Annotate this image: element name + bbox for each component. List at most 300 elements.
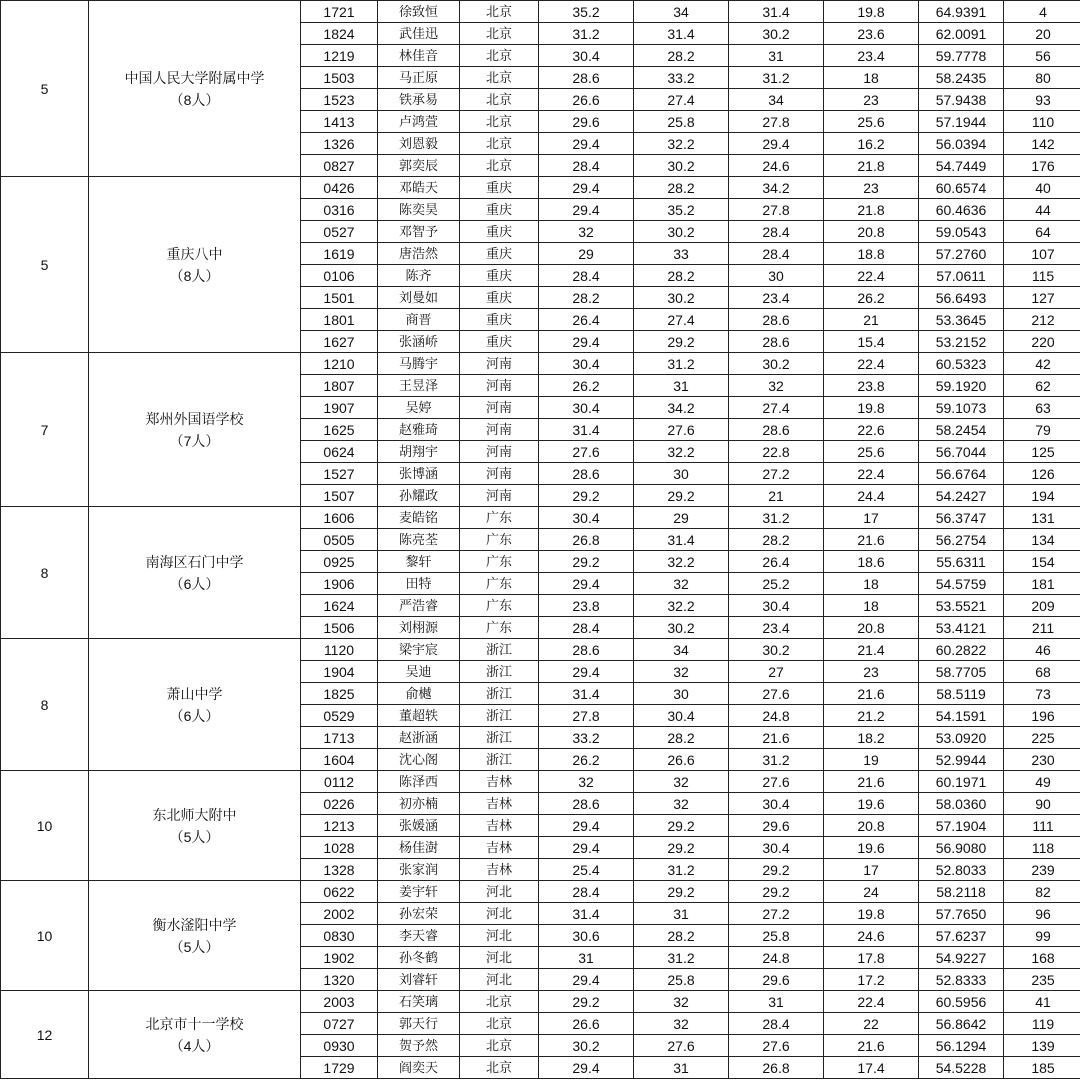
overall-rank: 196 — [1004, 705, 1080, 727]
score-4: 22.6 — [824, 419, 919, 441]
total-score: 54.9227 — [919, 947, 1004, 969]
total-score: 54.5228 — [919, 1057, 1004, 1079]
score-4: 21.6 — [824, 529, 919, 551]
total-score: 58.0360 — [919, 793, 1004, 815]
score-3: 30.4 — [729, 793, 824, 815]
score-4: 23.6 — [824, 23, 919, 45]
score-2: 28.2 — [634, 727, 729, 749]
score-4: 18 — [824, 67, 919, 89]
student-id: 1906 — [301, 573, 378, 595]
score-2: 32 — [634, 1013, 729, 1035]
score-2: 26.6 — [634, 749, 729, 771]
score-2: 28.2 — [634, 925, 729, 947]
score-2: 31.2 — [634, 353, 729, 375]
score-1: 26.8 — [539, 529, 634, 551]
total-score: 59.0543 — [919, 221, 1004, 243]
score-1: 23.8 — [539, 595, 634, 617]
total-score: 56.0394 — [919, 133, 1004, 155]
student-name: 陈齐 — [378, 265, 460, 287]
score-2: 29.2 — [634, 881, 729, 903]
score-4: 17 — [824, 507, 919, 529]
score-3: 27.6 — [729, 683, 824, 705]
score-1: 29.2 — [539, 485, 634, 507]
score-3: 28.6 — [729, 309, 824, 331]
student-id: 1507 — [301, 485, 378, 507]
student-id: 1506 — [301, 617, 378, 639]
score-3: 34 — [729, 89, 824, 111]
student-id: 1028 — [301, 837, 378, 859]
score-4: 25.6 — [824, 111, 919, 133]
score-4: 22 — [824, 1013, 919, 1035]
score-3: 27.8 — [729, 199, 824, 221]
score-1: 32 — [539, 771, 634, 793]
total-score: 60.4636 — [919, 199, 1004, 221]
overall-rank: 185 — [1004, 1057, 1080, 1079]
overall-rank: 176 — [1004, 155, 1080, 177]
total-score: 59.1920 — [919, 375, 1004, 397]
total-score: 55.6311 — [919, 551, 1004, 573]
score-2: 32.2 — [634, 551, 729, 573]
province: 重庆 — [460, 287, 539, 309]
score-2: 32 — [634, 661, 729, 683]
total-score: 57.6237 — [919, 925, 1004, 947]
score-3: 34.2 — [729, 177, 824, 199]
score-1: 26.6 — [539, 1013, 634, 1035]
table-row — [1, 881, 1080, 903]
score-4: 21.6 — [824, 771, 919, 793]
total-score: 54.2427 — [919, 485, 1004, 507]
total-score: 58.2454 — [919, 419, 1004, 441]
score-2: 33.2 — [634, 67, 729, 89]
overall-rank: 225 — [1004, 727, 1080, 749]
score-2: 30.2 — [634, 221, 729, 243]
score-4: 19.8 — [824, 1, 919, 23]
student-id: 0426 — [301, 177, 378, 199]
score-3: 23.4 — [729, 287, 824, 309]
score-2: 31 — [634, 903, 729, 925]
student-id: 0112 — [301, 771, 378, 793]
score-4: 18.6 — [824, 551, 919, 573]
overall-rank: 127 — [1004, 287, 1080, 309]
score-1: 28.6 — [539, 67, 634, 89]
score-3: 24.8 — [729, 705, 824, 727]
province: 河北 — [460, 925, 539, 947]
score-2: 29.2 — [634, 815, 729, 837]
total-score: 57.1904 — [919, 815, 1004, 837]
school-rank: 7 — [1, 353, 89, 507]
score-2: 31.2 — [634, 947, 729, 969]
overall-rank: 56 — [1004, 45, 1080, 67]
student-name: 胡翔宇 — [378, 441, 460, 463]
student-name: 林佳音 — [378, 45, 460, 67]
province: 河南 — [460, 397, 539, 419]
ranking-table-body — [1, 1, 1080, 1079]
score-1: 35.2 — [539, 1, 634, 23]
overall-rank: 80 — [1004, 67, 1080, 89]
student-name: 石笑璃 — [378, 991, 460, 1013]
province: 浙江 — [460, 639, 539, 661]
school-cell — [89, 639, 301, 771]
score-2: 32 — [634, 573, 729, 595]
score-1: 28.4 — [539, 265, 634, 287]
score-3: 24.6 — [729, 155, 824, 177]
score-3: 31.4 — [729, 1, 824, 23]
student-name: 孙宏荣 — [378, 903, 460, 925]
score-2: 31.4 — [634, 529, 729, 551]
score-4: 18 — [824, 595, 919, 617]
score-1: 29.4 — [539, 815, 634, 837]
total-score: 58.7705 — [919, 661, 1004, 683]
school-student-count: （6人） — [169, 707, 220, 724]
score-2: 27.4 — [634, 89, 729, 111]
score-4: 24.6 — [824, 925, 919, 947]
overall-rank: 230 — [1004, 749, 1080, 771]
table-row — [1, 771, 1080, 793]
province: 北京 — [460, 1057, 539, 1079]
province: 浙江 — [460, 661, 539, 683]
student-name: 徐致恒 — [378, 1, 460, 23]
table-row — [1, 507, 1080, 529]
school-student-count: （5人） — [169, 938, 220, 955]
score-3: 26.8 — [729, 1057, 824, 1079]
score-2: 29.2 — [634, 837, 729, 859]
student-name: 赵雅琦 — [378, 419, 460, 441]
student-name: 田特 — [378, 573, 460, 595]
score-4: 19 — [824, 749, 919, 771]
overall-rank: 235 — [1004, 969, 1080, 991]
score-2: 30 — [634, 463, 729, 485]
score-3: 29.4 — [729, 133, 824, 155]
score-1: 29.4 — [539, 133, 634, 155]
score-3: 30.2 — [729, 23, 824, 45]
overall-rank: 126 — [1004, 463, 1080, 485]
province: 浙江 — [460, 727, 539, 749]
province: 河南 — [460, 441, 539, 463]
score-1: 29.2 — [539, 991, 634, 1013]
overall-rank: 64 — [1004, 221, 1080, 243]
school-name: 衡水滏阳中学 — [152, 916, 237, 933]
school-cell — [89, 881, 301, 991]
student-name: 商晋 — [378, 309, 460, 331]
score-2: 28.2 — [634, 265, 729, 287]
score-1: 31.4 — [539, 903, 634, 925]
overall-rank: 40 — [1004, 177, 1080, 199]
student-id: 1501 — [301, 287, 378, 309]
student-name: 孙冬鹤 — [378, 947, 460, 969]
overall-rank: 90 — [1004, 793, 1080, 815]
total-score: 60.5323 — [919, 353, 1004, 375]
student-name: 张媛涵 — [378, 815, 460, 837]
score-2: 31.2 — [634, 859, 729, 881]
total-score: 57.1944 — [919, 111, 1004, 133]
score-1: 29.4 — [539, 199, 634, 221]
province: 吉林 — [460, 859, 539, 881]
score-3: 27.8 — [729, 111, 824, 133]
province: 浙江 — [460, 705, 539, 727]
score-1: 33.2 — [539, 727, 634, 749]
score-3: 31 — [729, 991, 824, 1013]
student-id: 1503 — [301, 67, 378, 89]
score-3: 31.2 — [729, 507, 824, 529]
score-1: 28.6 — [539, 639, 634, 661]
score-3: 22.8 — [729, 441, 824, 463]
score-2: 27.4 — [634, 309, 729, 331]
student-name: 陈亮荃 — [378, 529, 460, 551]
province: 北京 — [460, 155, 539, 177]
school-name: 南海区石门中学 — [145, 553, 244, 570]
table-row — [1, 639, 1080, 661]
total-score: 60.1971 — [919, 771, 1004, 793]
overall-rank: 46 — [1004, 639, 1080, 661]
score-1: 29.4 — [539, 661, 634, 683]
score-1: 28.6 — [539, 463, 634, 485]
school-cell — [89, 1, 301, 177]
score-1: 31 — [539, 947, 634, 969]
score-4: 24.4 — [824, 485, 919, 507]
score-4: 16.2 — [824, 133, 919, 155]
student-name: 陈泽西 — [378, 771, 460, 793]
total-score: 54.5759 — [919, 573, 1004, 595]
table-row — [1, 177, 1080, 199]
student-id: 0106 — [301, 265, 378, 287]
score-3: 30.4 — [729, 837, 824, 859]
student-name: 董超轶 — [378, 705, 460, 727]
province: 重庆 — [460, 221, 539, 243]
score-3: 28.4 — [729, 243, 824, 265]
score-3: 30 — [729, 265, 824, 287]
province: 吉林 — [460, 793, 539, 815]
score-3: 31.2 — [729, 749, 824, 771]
student-name: 张家润 — [378, 859, 460, 881]
school-cell — [89, 771, 301, 881]
overall-rank: 119 — [1004, 1013, 1080, 1035]
score-1: 29.6 — [539, 111, 634, 133]
score-1: 29.4 — [539, 573, 634, 595]
overall-rank: 63 — [1004, 397, 1080, 419]
score-1: 32 — [539, 221, 634, 243]
province: 河北 — [460, 881, 539, 903]
overall-rank: 41 — [1004, 991, 1080, 1013]
province: 北京 — [460, 991, 539, 1013]
overall-rank: 139 — [1004, 1035, 1080, 1057]
score-3: 27.6 — [729, 1035, 824, 1057]
student-name: 刘睿轩 — [378, 969, 460, 991]
school-cell — [89, 991, 301, 1079]
score-4: 17 — [824, 859, 919, 881]
student-name: 俞樾 — [378, 683, 460, 705]
overall-rank: 68 — [1004, 661, 1080, 683]
student-id: 0827 — [301, 155, 378, 177]
score-4: 21.2 — [824, 705, 919, 727]
score-1: 31.4 — [539, 683, 634, 705]
total-score: 54.7449 — [919, 155, 1004, 177]
total-score: 56.2754 — [919, 529, 1004, 551]
score-4: 18.8 — [824, 243, 919, 265]
province: 北京 — [460, 45, 539, 67]
overall-rank: 220 — [1004, 331, 1080, 353]
overall-rank: 44 — [1004, 199, 1080, 221]
overall-rank: 142 — [1004, 133, 1080, 155]
table-row — [1, 991, 1080, 1013]
province: 吉林 — [460, 771, 539, 793]
total-score: 60.6574 — [919, 177, 1004, 199]
province: 重庆 — [460, 199, 539, 221]
student-name: 邓智予 — [378, 221, 460, 243]
score-2: 29 — [634, 507, 729, 529]
score-4: 21.6 — [824, 683, 919, 705]
overall-rank: 212 — [1004, 309, 1080, 331]
overall-rank: 168 — [1004, 947, 1080, 969]
student-name: 赵浙涵 — [378, 727, 460, 749]
score-3: 23.4 — [729, 617, 824, 639]
overall-rank: 110 — [1004, 111, 1080, 133]
student-id: 1527 — [301, 463, 378, 485]
student-id: 2002 — [301, 903, 378, 925]
score-2: 32.2 — [634, 595, 729, 617]
score-4: 17.8 — [824, 947, 919, 969]
score-1: 29.4 — [539, 837, 634, 859]
student-id: 1120 — [301, 639, 378, 661]
student-id: 0527 — [301, 221, 378, 243]
total-score: 52.8033 — [919, 859, 1004, 881]
score-4: 18 — [824, 573, 919, 595]
province: 广东 — [460, 529, 539, 551]
score-1: 28.6 — [539, 793, 634, 815]
overall-rank: 73 — [1004, 683, 1080, 705]
score-4: 20.8 — [824, 617, 919, 639]
score-4: 21.8 — [824, 155, 919, 177]
score-2: 33 — [634, 243, 729, 265]
score-4: 24 — [824, 881, 919, 903]
province: 河南 — [460, 353, 539, 375]
school-cell — [89, 507, 301, 639]
score-4: 23 — [824, 661, 919, 683]
student-id: 0226 — [301, 793, 378, 815]
score-1: 28.4 — [539, 881, 634, 903]
overall-rank: 93 — [1004, 89, 1080, 111]
student-name: 王昱泽 — [378, 375, 460, 397]
score-2: 31 — [634, 375, 729, 397]
student-name: 郭奕辰 — [378, 155, 460, 177]
student-id: 0930 — [301, 1035, 378, 1057]
score-3: 27.2 — [729, 903, 824, 925]
score-3: 27.2 — [729, 463, 824, 485]
score-2: 34 — [634, 1, 729, 23]
score-2: 28.2 — [634, 45, 729, 67]
total-score: 56.1294 — [919, 1035, 1004, 1057]
student-id: 1825 — [301, 683, 378, 705]
score-1: 30.2 — [539, 1035, 634, 1057]
student-name: 梁宇宸 — [378, 639, 460, 661]
score-4: 22.4 — [824, 265, 919, 287]
score-4: 21.8 — [824, 199, 919, 221]
province: 河北 — [460, 969, 539, 991]
score-1: 30.4 — [539, 353, 634, 375]
score-3: 28.4 — [729, 221, 824, 243]
student-name: 吴婷 — [378, 397, 460, 419]
score-3: 21 — [729, 485, 824, 507]
student-name: 马腾宇 — [378, 353, 460, 375]
overall-rank: 62 — [1004, 375, 1080, 397]
student-id: 1523 — [301, 89, 378, 111]
student-name: 黎轩 — [378, 551, 460, 573]
score-3: 28.6 — [729, 331, 824, 353]
score-3: 31.2 — [729, 67, 824, 89]
score-2: 32.2 — [634, 441, 729, 463]
province: 广东 — [460, 617, 539, 639]
province: 河北 — [460, 947, 539, 969]
score-2: 32 — [634, 991, 729, 1013]
student-id: 1625 — [301, 419, 378, 441]
student-name: 沈心阁 — [378, 749, 460, 771]
score-4: 21.6 — [824, 1035, 919, 1057]
student-id: 0624 — [301, 441, 378, 463]
score-4: 25.6 — [824, 441, 919, 463]
score-4: 19.8 — [824, 397, 919, 419]
student-id: 1729 — [301, 1057, 378, 1079]
score-2: 31 — [634, 1057, 729, 1079]
total-score: 53.5521 — [919, 595, 1004, 617]
overall-rank: 115 — [1004, 265, 1080, 287]
score-3: 25.8 — [729, 925, 824, 947]
score-2: 25.8 — [634, 969, 729, 991]
province: 浙江 — [460, 749, 539, 771]
student-id: 1624 — [301, 595, 378, 617]
student-id: 0727 — [301, 1013, 378, 1035]
total-score: 56.6493 — [919, 287, 1004, 309]
score-3: 32 — [729, 375, 824, 397]
score-3: 29.6 — [729, 815, 824, 837]
school-rank: 8 — [1, 507, 89, 639]
school-rank: 5 — [1, 177, 89, 353]
table-row — [1, 353, 1080, 375]
province: 河南 — [460, 463, 539, 485]
score-2: 32 — [634, 793, 729, 815]
score-3: 28.4 — [729, 1013, 824, 1035]
student-id: 1824 — [301, 23, 378, 45]
school-name: 重庆八中 — [166, 245, 223, 262]
score-2: 28.2 — [634, 177, 729, 199]
student-id: 1713 — [301, 727, 378, 749]
student-id: 1807 — [301, 375, 378, 397]
student-name: 郭天行 — [378, 1013, 460, 1035]
score-1: 30.4 — [539, 397, 634, 419]
total-score: 57.0611 — [919, 265, 1004, 287]
province: 浙江 — [460, 683, 539, 705]
score-3: 28.6 — [729, 419, 824, 441]
total-score: 60.5956 — [919, 991, 1004, 1013]
score-3: 29.2 — [729, 859, 824, 881]
province: 北京 — [460, 111, 539, 133]
school-rank: 5 — [1, 1, 89, 177]
total-score: 56.8642 — [919, 1013, 1004, 1035]
score-2: 32.2 — [634, 133, 729, 155]
score-4: 17.4 — [824, 1057, 919, 1079]
student-id: 1606 — [301, 507, 378, 529]
total-score: 53.2152 — [919, 331, 1004, 353]
score-1: 31.2 — [539, 23, 634, 45]
score-4: 19.8 — [824, 903, 919, 925]
score-1: 27.6 — [539, 441, 634, 463]
score-2: 30.4 — [634, 705, 729, 727]
student-id: 1219 — [301, 45, 378, 67]
student-id: 0830 — [301, 925, 378, 947]
student-id: 1619 — [301, 243, 378, 265]
province: 重庆 — [460, 243, 539, 265]
score-1: 31.4 — [539, 419, 634, 441]
score-4: 20.8 — [824, 815, 919, 837]
province: 北京 — [460, 23, 539, 45]
